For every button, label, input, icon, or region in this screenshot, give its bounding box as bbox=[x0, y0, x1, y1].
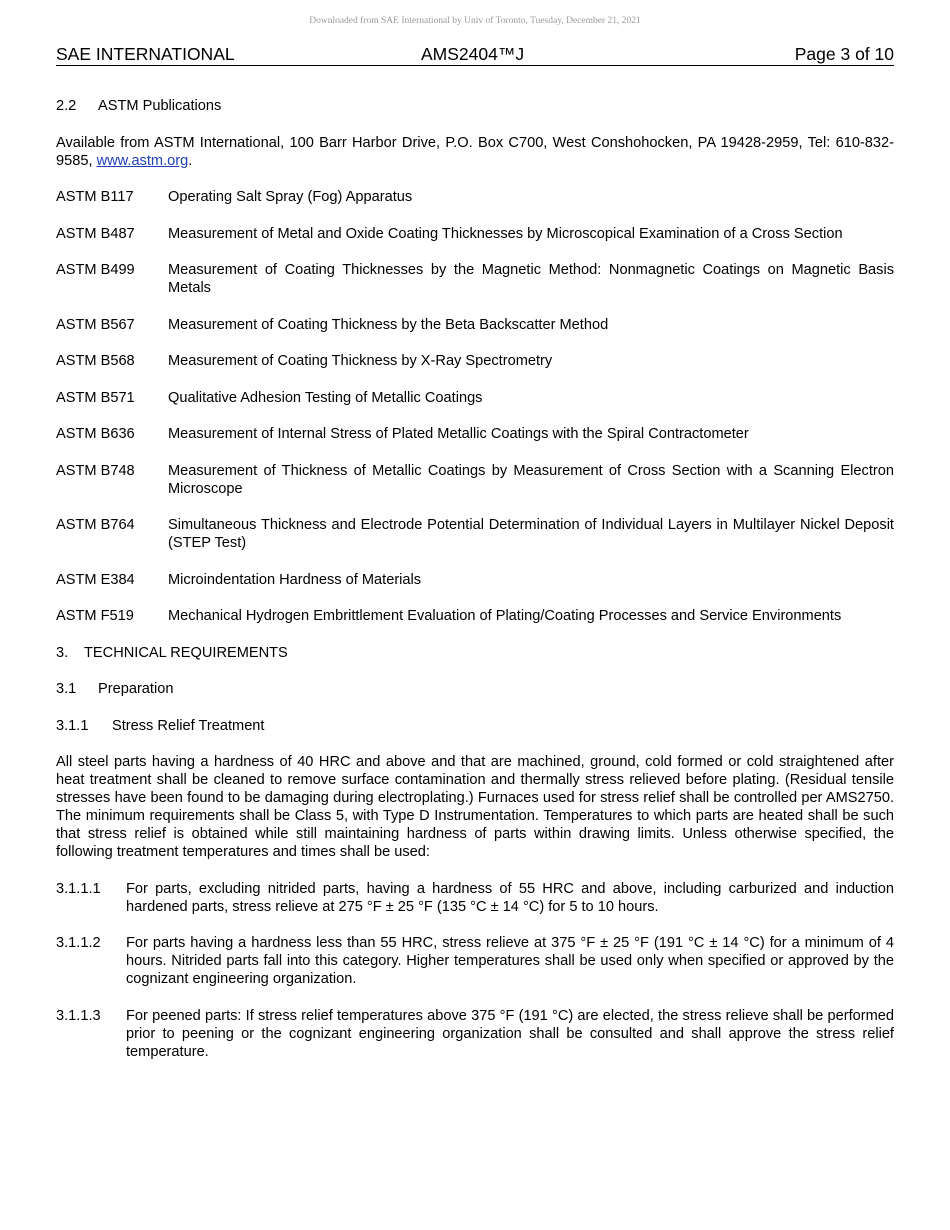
header-page-number: Page 3 of 10 bbox=[794, 44, 894, 64]
section-3-heading bbox=[56, 644, 894, 662]
section-title: ASTM Publications bbox=[98, 98, 222, 114]
astm-website-link[interactable]: www.astm.org bbox=[96, 152, 189, 169]
reference-code: ASTM E384 bbox=[56, 571, 135, 588]
subsection-text: For parts having a hardness less than 55 HRC, stress relieve at 375 °F ± 25 °F (191 °C ± 14 °C) for a minimum of 4 hours. Nitrided parts fall into this category. Higher temperatures shall be used only when specified or approved by the cognizant engineering organization. bbox=[126, 935, 894, 987]
reference-title: Measurement of Thickness of Metallic Coatings by Measurement of Cross Section with a Scanning Electron Microscope bbox=[168, 462, 894, 497]
reference-code: ASTM B571 bbox=[56, 389, 135, 406]
astm-availability-paragraph bbox=[56, 134, 894, 170]
reference-code: ASTM B764 bbox=[56, 517, 135, 533]
reference-title: Measurement of Coating Thickness by X-Ray Spectrometry bbox=[168, 353, 553, 369]
document-body bbox=[56, 97, 894, 1079]
reference-item bbox=[56, 462, 894, 498]
reference-code: ASTM B567 bbox=[56, 316, 135, 333]
reference-code: ASTM B499 bbox=[56, 262, 135, 278]
subsection-item bbox=[56, 880, 894, 916]
availability-period: . bbox=[188, 152, 193, 169]
section-number: 3.1.1 bbox=[56, 717, 89, 734]
reference-item bbox=[56, 516, 894, 552]
section-3-1-1-heading bbox=[56, 717, 894, 735]
subsection-text: For parts, excluding nitrided parts, having a hardness of 55 HRC and above, including carburized and induction hardened parts, stress relieve at 275 °F ± 25 °F (135 °C ± 14 °C) for 5 to 10 hours. bbox=[126, 880, 894, 915]
section-number: 3.1 bbox=[56, 681, 77, 697]
section-title: TECHNICAL REQUIREMENTS bbox=[84, 644, 288, 661]
section-3-1-heading bbox=[56, 680, 894, 698]
reference-code: ASTM B568 bbox=[56, 353, 135, 369]
reference-item bbox=[56, 225, 894, 243]
reference-title: Measurement of Internal Stress of Plated Metallic Coatings with the Spiral Contractometer bbox=[168, 426, 749, 442]
reference-item bbox=[56, 607, 894, 625]
reference-item bbox=[56, 316, 894, 334]
header-organization: SAE INTERNATIONAL bbox=[56, 44, 235, 64]
reference-title: Operating Salt Spray (Fog) Apparatus bbox=[168, 189, 413, 205]
subsection-number: 3.1.1.3 bbox=[56, 1007, 101, 1024]
reference-title: Measurement of Coating Thickness by the Beta Backscatter Method bbox=[168, 316, 609, 333]
page-header bbox=[56, 44, 894, 66]
reference-title: Qualitative Adhesion Testing of Metallic Coatings bbox=[168, 389, 483, 406]
stress-relief-paragraph: All steel parts having a hardness of 40 HRC and above and that are machined, ground, cold formed or cold straightened after heat treatment shall be cleaned to remove surface contamination and thermally stress relieved before plating. (Residual tensile stresses have been found to be damaging during electroplating.) Furnaces used for stress relief shall be controlled per AMS2750. The minimum requirements shall be Class 5, with Type D Instrumentation. Temperatures to which parts are heated shall be such that stress relief is obtained while still maintaining hardness of parts within drawing limits. Unless otherwise specified, the following treatment temperatures and times shall be used: bbox=[56, 754, 894, 860]
subsection-item bbox=[56, 934, 894, 988]
download-watermark: Downloaded from SAE International by Univ of Toronto, Tuesday, December 21, 2021 bbox=[309, 16, 641, 26]
reference-code: ASTM F519 bbox=[56, 608, 134, 624]
reference-item bbox=[56, 188, 894, 206]
reference-code: ASTM B636 bbox=[56, 426, 135, 442]
reference-title: Microindentation Hardness of Materials bbox=[168, 571, 422, 588]
subsection-text: For peened parts: If stress relief temperatures above 375 °F (191 °C) are elected, the stress relieve shall be performed prior to peening or the cognizant engineering organization shall be consulted and shall approve the stress relief temperature. bbox=[126, 1007, 894, 1060]
reference-title: Mechanical Hydrogen Embrittlement Evaluation of Plating/Coating Processes and Service Environments bbox=[168, 608, 842, 624]
subsection-item bbox=[56, 1007, 894, 1061]
reference-item bbox=[56, 425, 894, 443]
subsection-number: 3.1.1.2 bbox=[56, 935, 101, 951]
reference-code: ASTM B487 bbox=[56, 225, 135, 242]
section-number: 2.2 bbox=[56, 98, 77, 114]
section-title: Preparation bbox=[98, 681, 174, 697]
availability-text: Available from ASTM International, 100 Barr Harbor Drive, P.O. Box C700, West Conshohocken, PA 19428-2959, Tel: 610-832-9585, bbox=[56, 134, 894, 169]
reference-title: Measurement of Metal and Oxide Coating Thicknesses by Microscopical Examination of a Cross Section bbox=[168, 225, 843, 242]
header-document-id: AMS2404™J bbox=[421, 44, 525, 64]
section-2-2-heading bbox=[56, 97, 894, 115]
reference-item bbox=[56, 389, 894, 407]
section-title: Stress Relief Treatment bbox=[112, 717, 265, 734]
reference-code: ASTM B748 bbox=[56, 462, 135, 479]
reference-item bbox=[56, 261, 894, 297]
reference-title: Simultaneous Thickness and Electrode Potential Determination of Individual Layers in Multilayer Nickel Deposit (STEP Test) bbox=[168, 517, 894, 551]
section-number: 3. bbox=[56, 644, 69, 661]
reference-item bbox=[56, 352, 894, 370]
reference-code: ASTM B117 bbox=[56, 189, 134, 205]
subsection-number: 3.1.1.1 bbox=[56, 880, 101, 897]
reference-item bbox=[56, 571, 894, 589]
reference-title: Measurement of Coating Thicknesses by the Magnetic Method: Nonmagnetic Coatings on Magnetic Basis Metals bbox=[168, 262, 894, 296]
